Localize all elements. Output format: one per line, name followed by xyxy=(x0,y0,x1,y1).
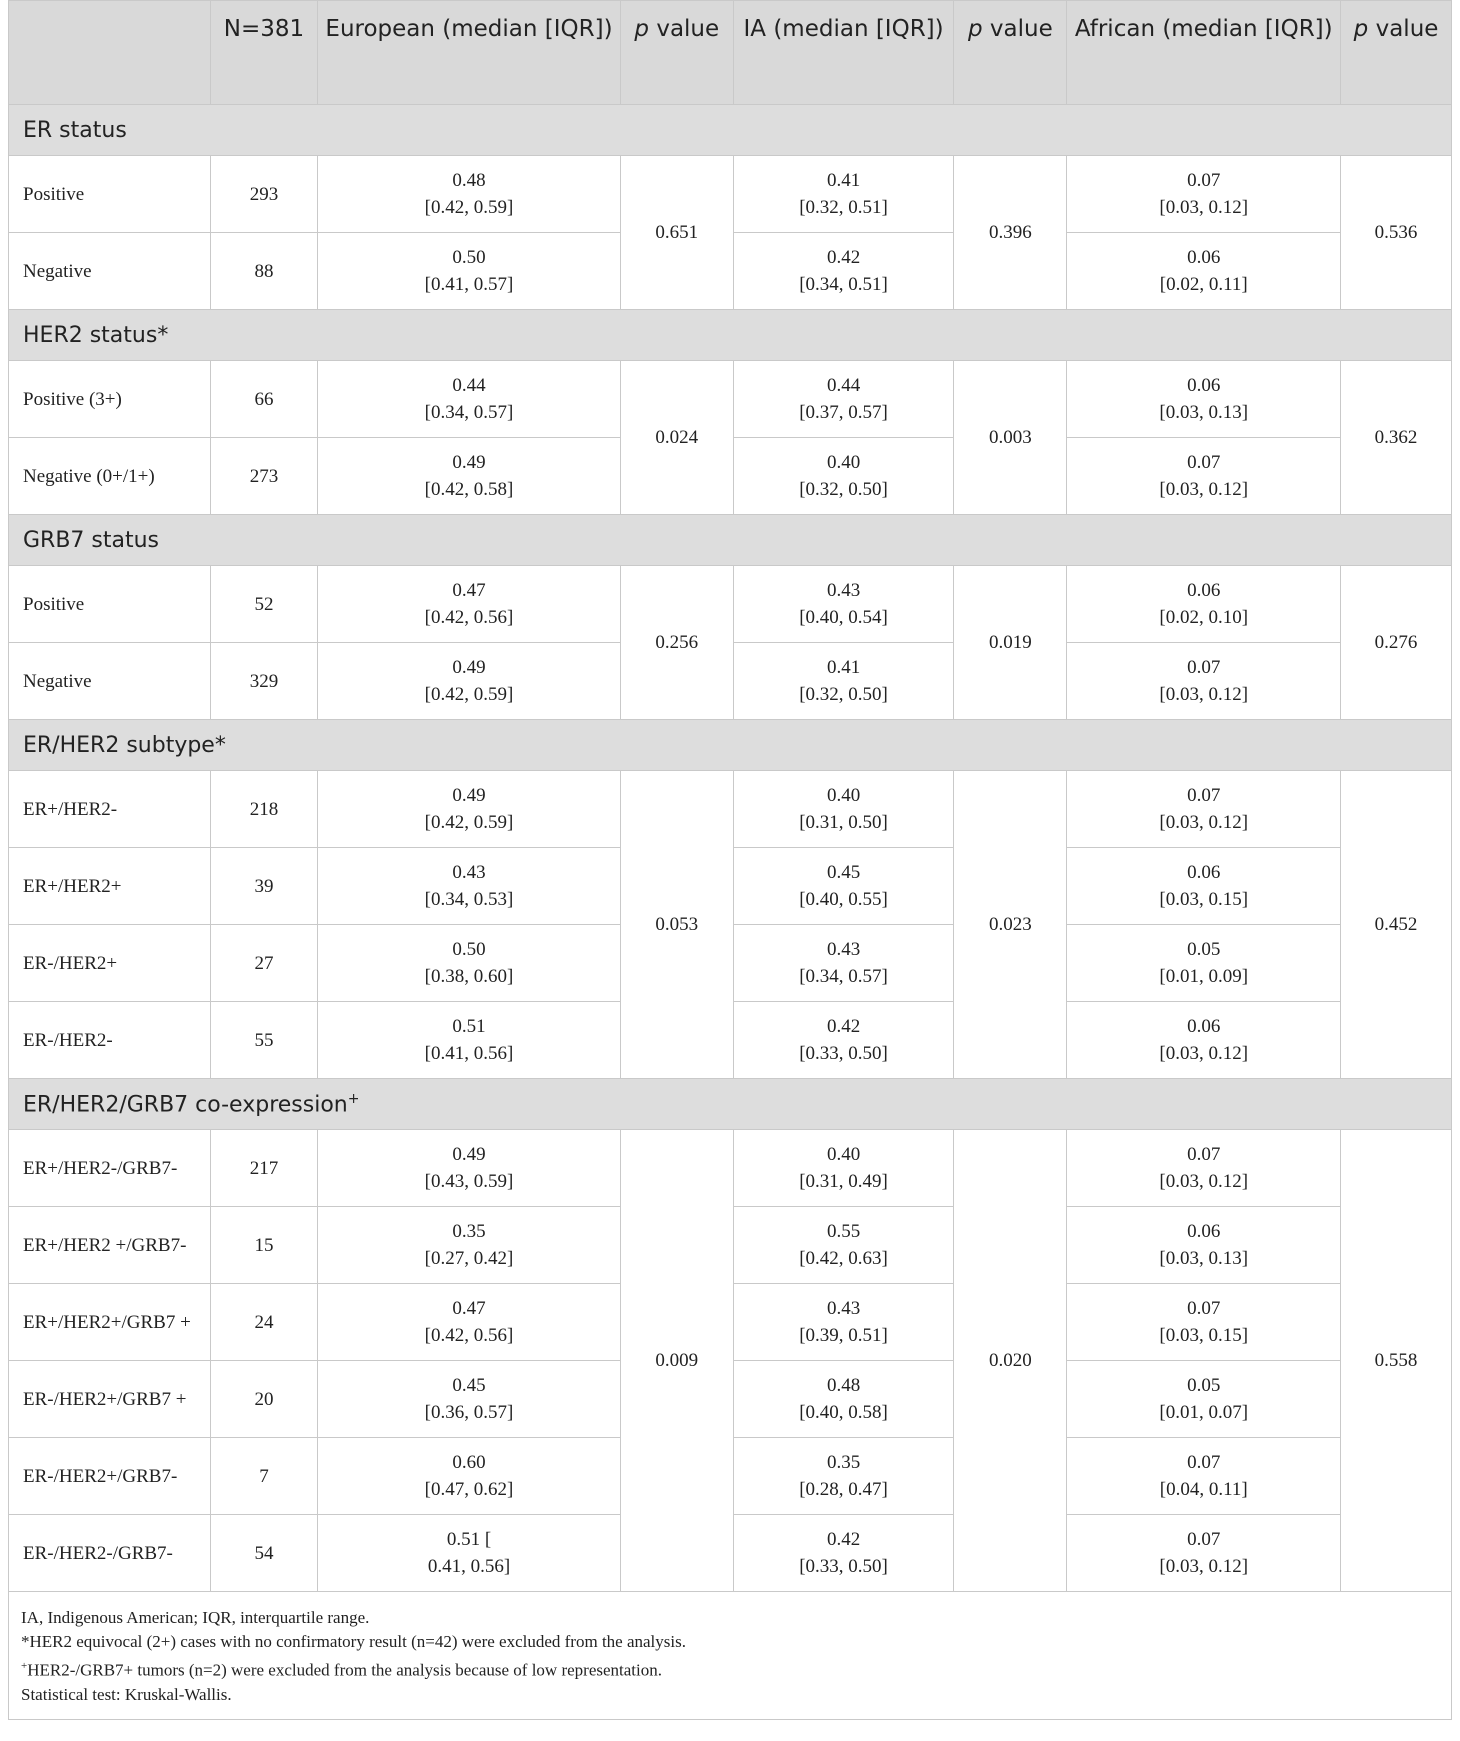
section-title xyxy=(9,105,1452,156)
iqr-value: 0.41, 0.56] xyxy=(427,1556,511,1577)
p-value-european: 0.009 xyxy=(620,1130,733,1592)
european-cell xyxy=(318,643,621,720)
iqr-value: [0.31, 0.50] xyxy=(799,812,888,833)
african-cell xyxy=(1067,1515,1341,1592)
row-label: ER-/HER2- xyxy=(9,1002,211,1079)
iqr-value: [0.01, 0.09] xyxy=(1159,966,1249,987)
table-row xyxy=(9,361,1452,438)
iqr-value: [0.02, 0.11] xyxy=(1159,274,1248,295)
ia-cell xyxy=(733,1515,954,1592)
median-value: 0.42 xyxy=(826,1016,861,1037)
iqr-value: [0.03, 0.12] xyxy=(1159,812,1249,833)
section-header-row xyxy=(9,310,1452,361)
iqr-value: [0.43, 0.59] xyxy=(424,1171,514,1192)
median-value: 0.42 xyxy=(826,247,861,268)
row-label: ER+/HER2 +/GRB7- xyxy=(9,1207,211,1284)
median-value: 0.48 xyxy=(826,1375,861,1396)
header-empty xyxy=(9,1,211,105)
european-cell xyxy=(318,1361,621,1438)
median-value: 0.06 xyxy=(1187,1016,1221,1037)
median-value: 0.49 xyxy=(452,657,486,678)
section-title xyxy=(9,515,1452,566)
footnotes xyxy=(8,1592,1452,1720)
table-row xyxy=(9,1130,1452,1207)
p-value-european: 0.651 xyxy=(620,156,733,310)
footnote-test: Statistical test: Kruskal-Wallis. xyxy=(21,1684,232,1704)
european-cell xyxy=(318,566,621,643)
table-row xyxy=(9,566,1452,643)
header-p-ia xyxy=(954,1,1067,105)
iqr-value: [0.32, 0.51] xyxy=(799,197,888,218)
section-title xyxy=(9,310,1452,361)
table-row xyxy=(9,156,1452,233)
iqr-value: [0.03, 0.12] xyxy=(1159,197,1249,218)
median-value: 0.43 xyxy=(826,580,861,601)
african-cell xyxy=(1067,1002,1341,1079)
n-value: 15 xyxy=(210,1207,318,1284)
iqr-value: [0.41, 0.57] xyxy=(424,274,514,295)
ia-cell xyxy=(733,156,954,233)
median-value: 0.42 xyxy=(826,1529,861,1550)
iqr-value: [0.03, 0.15] xyxy=(1159,889,1249,910)
median-value: 0.49 xyxy=(452,452,486,473)
p-rest: value xyxy=(982,16,1053,42)
p-value-african: 0.362 xyxy=(1341,361,1452,515)
iqr-value: [0.40, 0.55] xyxy=(799,889,888,910)
iqr-value: [0.34, 0.57] xyxy=(424,402,514,423)
header-n: N=381 xyxy=(210,1,318,105)
median-value: 0.07 xyxy=(1187,785,1221,806)
p-italic: p xyxy=(967,16,983,42)
footnote-grb7-text: HER2-/GRB7+ tumors (n=2) were excluded from the analysis because of low representation. xyxy=(27,1660,662,1680)
p-value-african: 0.558 xyxy=(1341,1130,1452,1592)
african-cell xyxy=(1067,1438,1341,1515)
median-value: 0.05 xyxy=(1187,1375,1221,1396)
section-title-text: GRB7 status xyxy=(23,527,160,553)
iqr-value: [0.03, 0.12] xyxy=(1159,479,1249,500)
median-value: 0.44 xyxy=(826,375,861,396)
section-header-row xyxy=(9,105,1452,156)
median-value: 0.07 xyxy=(1187,657,1221,678)
p-value-ia: 0.396 xyxy=(954,156,1067,310)
european-cell xyxy=(318,1207,621,1284)
iqr-value: [0.27, 0.42] xyxy=(424,1248,514,1269)
median-value: 0.50 xyxy=(452,939,486,960)
table-row xyxy=(9,771,1452,848)
section-title-text: ER/HER2/GRB7 co-expression xyxy=(23,1092,348,1118)
n-value: 24 xyxy=(210,1284,318,1361)
section-title-sup: + xyxy=(347,1090,360,1107)
ia-cell xyxy=(733,771,954,848)
iqr-value: [0.02, 0.10] xyxy=(1159,607,1249,628)
iqr-value: [0.42, 0.59] xyxy=(424,684,514,705)
african-cell xyxy=(1067,233,1341,310)
median-value: 0.41 xyxy=(826,170,861,191)
header-european: European (median [IQR]) xyxy=(318,1,621,105)
ia-cell xyxy=(733,643,954,720)
p-value-ia: 0.019 xyxy=(954,566,1067,720)
iqr-value: [0.03, 0.12] xyxy=(1159,684,1249,705)
ia-cell xyxy=(733,1207,954,1284)
section-title xyxy=(9,720,1452,771)
p-value-european: 0.024 xyxy=(620,361,733,515)
median-value: 0.06 xyxy=(1187,1221,1221,1242)
n-value: 20 xyxy=(210,1361,318,1438)
iqr-value: [0.03, 0.13] xyxy=(1159,402,1249,423)
iqr-value: [0.34, 0.53] xyxy=(424,889,514,910)
iqr-value: [0.39, 0.51] xyxy=(799,1325,888,1346)
iqr-value: [0.42, 0.58] xyxy=(424,479,514,500)
iqr-value: [0.41, 0.56] xyxy=(424,1043,514,1064)
p-italic: p xyxy=(1353,16,1369,42)
european-cell xyxy=(318,848,621,925)
p-value-european: 0.053 xyxy=(620,771,733,1079)
iqr-value: [0.01, 0.07] xyxy=(1159,1402,1249,1423)
n-value: 7 xyxy=(210,1438,318,1515)
iqr-value: [0.03, 0.12] xyxy=(1159,1556,1249,1577)
p-rest: value xyxy=(1368,16,1439,42)
ia-cell xyxy=(733,1130,954,1207)
european-cell xyxy=(318,1284,621,1361)
n-value: 52 xyxy=(210,566,318,643)
ia-cell xyxy=(733,361,954,438)
median-value: 0.41 xyxy=(826,657,861,678)
row-label: ER+/HER2- xyxy=(9,771,211,848)
row-label: ER-/HER2+/GRB7 + xyxy=(9,1361,211,1438)
median-value: 0.45 xyxy=(826,862,861,883)
median-value: 0.35 xyxy=(826,1452,861,1473)
n-value: 329 xyxy=(210,643,318,720)
p-value-ia: 0.020 xyxy=(954,1130,1067,1592)
row-label: ER-/HER2-/GRB7- xyxy=(9,1515,211,1592)
median-value: 0.07 xyxy=(1187,1298,1221,1319)
median-value: 0.40 xyxy=(826,1144,861,1165)
european-cell xyxy=(318,233,621,310)
data-table xyxy=(8,0,1452,1592)
iqr-value: [0.42, 0.56] xyxy=(424,607,514,628)
median-value: 0.35 xyxy=(452,1221,486,1242)
iqr-value: [0.34, 0.51] xyxy=(799,274,888,295)
iqr-value: [0.36, 0.57] xyxy=(424,1402,514,1423)
n-value: 66 xyxy=(210,361,318,438)
median-value: 0.55 xyxy=(826,1221,861,1242)
median-value: 0.06 xyxy=(1187,375,1221,396)
european-cell xyxy=(318,1515,621,1592)
header-ia: IA (median [IQR]) xyxy=(733,1,954,105)
p-value-european: 0.256 xyxy=(620,566,733,720)
table-body xyxy=(9,105,1452,1592)
p-value-ia: 0.023 xyxy=(954,771,1067,1079)
p-italic: p xyxy=(634,16,650,42)
iqr-value: [0.31, 0.49] xyxy=(799,1171,888,1192)
footnote-sup: + xyxy=(21,1660,28,1672)
section-title-text: ER status xyxy=(23,117,127,143)
row-label: Positive xyxy=(9,156,211,233)
iqr-value: [0.32, 0.50] xyxy=(799,479,888,500)
section-title-text: HER2 status* xyxy=(23,322,169,348)
row-label: ER+/HER2+ xyxy=(9,848,211,925)
median-value: 0.43 xyxy=(826,1298,861,1319)
n-value: 88 xyxy=(210,233,318,310)
european-cell xyxy=(318,1438,621,1515)
european-cell xyxy=(318,925,621,1002)
footnote-her2: *HER2 equivocal (2+) cases with no confirmatory result (n=42) were excluded from the analysis. xyxy=(21,1632,686,1651)
median-value: 0.06 xyxy=(1187,862,1221,883)
median-value: 0.06 xyxy=(1187,580,1221,601)
iqr-value: [0.42, 0.63] xyxy=(799,1248,888,1269)
european-cell xyxy=(318,361,621,438)
row-label: Positive xyxy=(9,566,211,643)
african-cell xyxy=(1067,771,1341,848)
p-value-ia: 0.003 xyxy=(954,361,1067,515)
section-header-row xyxy=(9,515,1452,566)
section-title-text: ER/HER2 subtype* xyxy=(23,732,226,758)
median-value: 0.43 xyxy=(826,939,861,960)
row-label: Negative xyxy=(9,643,211,720)
row-label: Positive (3+) xyxy=(9,361,211,438)
n-value: 218 xyxy=(210,771,318,848)
iqr-value: [0.42, 0.56] xyxy=(424,1325,514,1346)
ia-cell xyxy=(733,848,954,925)
iqr-value: [0.32, 0.50] xyxy=(799,684,888,705)
african-cell xyxy=(1067,156,1341,233)
iqr-value: [0.47, 0.62] xyxy=(424,1479,514,1500)
median-value: 0.07 xyxy=(1187,1529,1221,1550)
n-value: 293 xyxy=(210,156,318,233)
n-value: 55 xyxy=(210,1002,318,1079)
ia-cell xyxy=(733,1002,954,1079)
iqr-value: [0.34, 0.57] xyxy=(799,966,888,987)
european-cell xyxy=(318,771,621,848)
section-header-row xyxy=(9,1079,1452,1130)
ia-cell xyxy=(733,233,954,310)
section-header-row xyxy=(9,720,1452,771)
median-value: 0.07 xyxy=(1187,452,1221,473)
iqr-value: [0.40, 0.58] xyxy=(799,1402,888,1423)
iqr-value: [0.42, 0.59] xyxy=(424,812,514,833)
iqr-value: [0.04, 0.11] xyxy=(1159,1479,1248,1500)
median-value: 0.06 xyxy=(1187,247,1221,268)
ia-cell xyxy=(733,1361,954,1438)
n-value: 39 xyxy=(210,848,318,925)
iqr-value: [0.40, 0.54] xyxy=(799,607,888,628)
median-value: 0.49 xyxy=(452,785,486,806)
median-value: 0.60 xyxy=(452,1452,486,1473)
african-cell xyxy=(1067,566,1341,643)
footnote-grb7 xyxy=(21,1654,1439,1683)
african-cell xyxy=(1067,643,1341,720)
row-label: Negative (0+/1+) xyxy=(9,438,211,515)
african-cell xyxy=(1067,1130,1341,1207)
ia-cell xyxy=(733,1438,954,1515)
p-value-african: 0.452 xyxy=(1341,771,1452,1079)
header-p-european xyxy=(620,1,733,105)
median-value: 0.07 xyxy=(1187,1452,1221,1473)
iqr-value: [0.33, 0.50] xyxy=(799,1556,888,1577)
row-label: ER-/HER2+ xyxy=(9,925,211,1002)
n-value: 27 xyxy=(210,925,318,1002)
african-cell xyxy=(1067,848,1341,925)
row-label: ER+/HER2+/GRB7 + xyxy=(9,1284,211,1361)
n-value: 54 xyxy=(210,1515,318,1592)
median-value: 0.05 xyxy=(1187,939,1221,960)
iqr-value: [0.03, 0.13] xyxy=(1159,1248,1249,1269)
footnote-abbrev: IA, Indigenous American; IQR, interquartile range. xyxy=(21,1608,370,1627)
iqr-value: [0.03, 0.12] xyxy=(1159,1043,1249,1064)
iqr-value: [0.03, 0.15] xyxy=(1159,1325,1249,1346)
african-cell xyxy=(1067,1284,1341,1361)
median-value: 0.48 xyxy=(452,170,486,191)
ia-cell xyxy=(733,1284,954,1361)
iqr-value: [0.33, 0.50] xyxy=(799,1043,888,1064)
ia-cell xyxy=(733,566,954,643)
header-row xyxy=(9,1,1452,105)
n-value: 273 xyxy=(210,438,318,515)
median-value: 0.40 xyxy=(826,452,861,473)
median-value: 0.49 xyxy=(452,1144,486,1165)
median-value: 0.44 xyxy=(452,375,486,396)
ia-cell xyxy=(733,925,954,1002)
iqr-value: [0.37, 0.57] xyxy=(799,402,888,423)
median-value: 0.50 xyxy=(452,247,486,268)
african-cell xyxy=(1067,438,1341,515)
p-value-african: 0.536 xyxy=(1341,156,1452,310)
european-cell xyxy=(318,156,621,233)
european-cell xyxy=(318,1002,621,1079)
header-african: African (median [IQR]) xyxy=(1067,1,1341,105)
row-label: Negative xyxy=(9,233,211,310)
median-value: 0.45 xyxy=(452,1375,486,1396)
table-container xyxy=(8,0,1452,1720)
ia-cell xyxy=(733,438,954,515)
median-value: 0.43 xyxy=(452,862,486,883)
african-cell xyxy=(1067,1207,1341,1284)
median-value: 0.51 [ xyxy=(446,1529,492,1550)
section-title xyxy=(9,1079,1452,1130)
african-cell xyxy=(1067,1361,1341,1438)
n-value: 217 xyxy=(210,1130,318,1207)
european-cell xyxy=(318,1130,621,1207)
median-value: 0.47 xyxy=(452,580,486,601)
row-label: ER-/HER2+/GRB7- xyxy=(9,1438,211,1515)
african-cell xyxy=(1067,925,1341,1002)
iqr-value: [0.28, 0.47] xyxy=(799,1479,888,1500)
p-rest: value xyxy=(649,16,720,42)
median-value: 0.47 xyxy=(452,1298,486,1319)
iqr-value: [0.03, 0.12] xyxy=(1159,1171,1249,1192)
iqr-value: [0.42, 0.59] xyxy=(424,197,514,218)
median-value: 0.07 xyxy=(1187,1144,1221,1165)
european-cell xyxy=(318,438,621,515)
median-value: 0.51 xyxy=(452,1016,486,1037)
row-label: ER+/HER2-/GRB7- xyxy=(9,1130,211,1207)
median-value: 0.07 xyxy=(1187,170,1221,191)
median-value: 0.40 xyxy=(826,785,861,806)
p-value-african: 0.276 xyxy=(1341,566,1452,720)
african-cell xyxy=(1067,361,1341,438)
header-p-african xyxy=(1341,1,1452,105)
iqr-value: [0.38, 0.60] xyxy=(424,966,514,987)
